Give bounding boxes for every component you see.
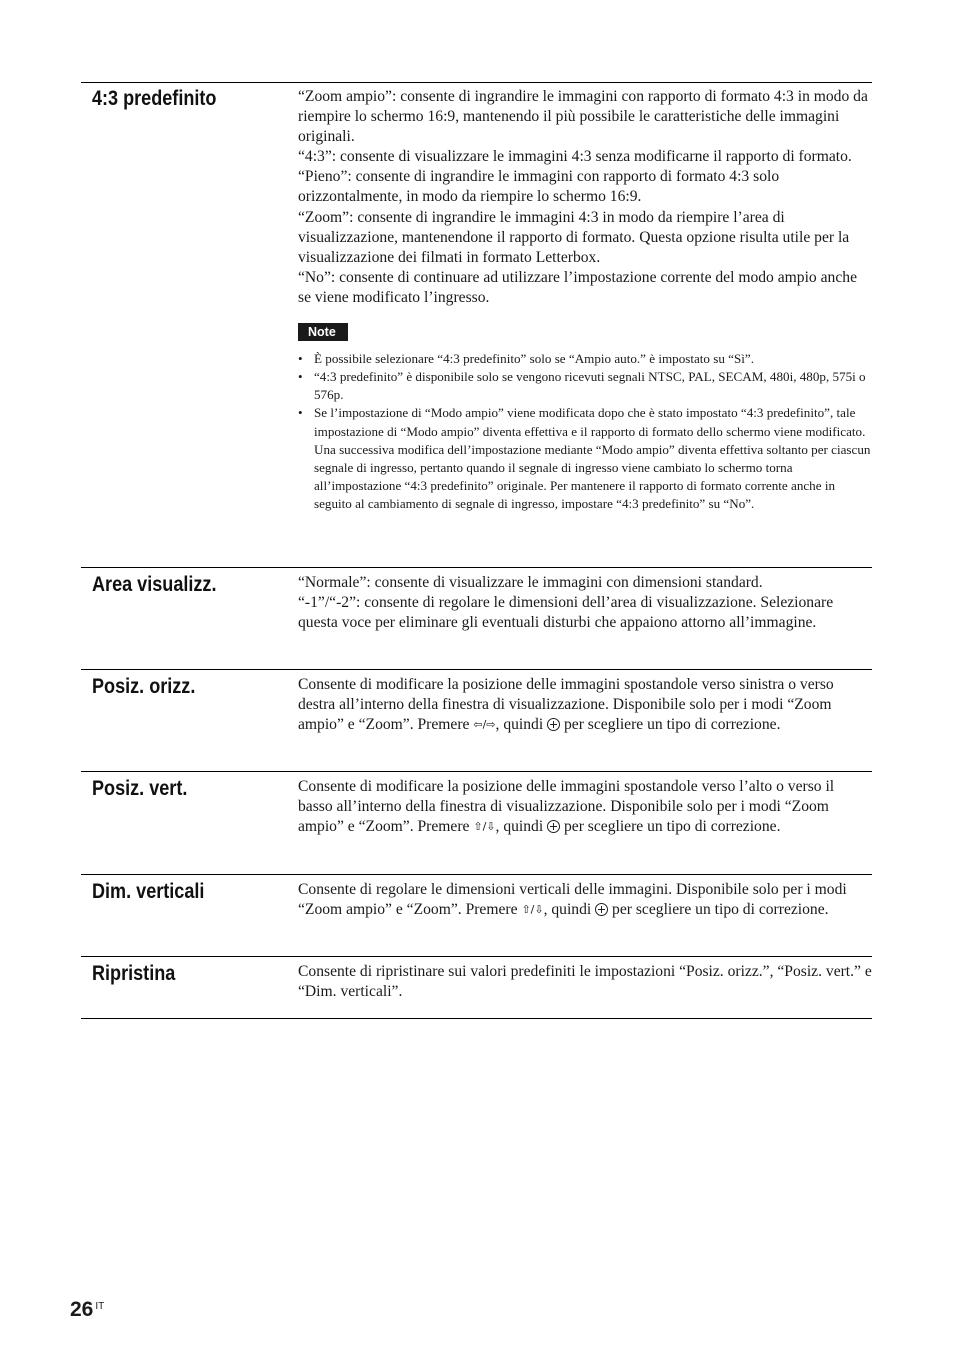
section-description	[298, 777, 872, 837]
note-badge: Note	[298, 323, 348, 341]
divider	[81, 669, 872, 670]
left-right-arrows-icon: ⇦/⇨	[473, 718, 496, 732]
divider	[81, 82, 872, 83]
divider	[81, 956, 872, 957]
section-description	[298, 675, 872, 735]
option-description: “Zoom ampio”: consente di ingrandire le immagini con rapporto di formato 4:3 in modo da riempire lo schermo 16:9, mantenendo il più possibile le caratteristiche delle immagini originali.	[298, 88, 868, 146]
option-description: “-1”/“-2”: consente di regolare le dimensioni dell’area di visualizzazione. Selezionare questa voce per eliminare gli eventuali disturbi che appaiono attorno all’immagine.	[298, 594, 834, 632]
section-term: Ripristina	[92, 962, 176, 985]
divider	[81, 771, 872, 772]
section-description	[298, 962, 872, 1002]
section-description	[298, 573, 872, 633]
instruction-text	[298, 777, 872, 837]
option-description: “Zoom”: consente di ingrandire le immagini 4:3 in modo da riempire l’area di visualizzazione, mantenendone il rapporto di formato. Questa opzione risulta utile per la visualizzazione dei filmati in formato Letterbox.	[298, 208, 850, 266]
section-term: 4:3 predefinito	[92, 87, 217, 110]
instruction-text-end: per scegliere un tipo di correzione.	[563, 716, 781, 734]
instruction-text	[298, 675, 872, 735]
page-language: IT	[95, 1301, 105, 1312]
divider	[81, 1018, 872, 1019]
option-description: “Normale”: consente di visualizzare le immagini con dimensioni standard.	[298, 574, 763, 591]
option-description: “4:3”: consente di visualizzare le immagini 4:3 senza modificarne il rapporto di formato.	[298, 148, 852, 166]
instruction-text-end: per scegliere un tipo di correzione.	[563, 818, 781, 836]
instruction-text-start: Consente di modificare la posizione delle immagini spostandole verso sinistra o verso destra all’interno della finestra di visualizzazione. Disponibile solo per i modi “Zoom ampio” e “Zoom”. Premere	[298, 676, 834, 734]
divider	[81, 874, 872, 875]
instruction-text-start: Consente di modificare la posizione delle immagini spostandole verso l’alto o verso il basso all’interno della finestra di visualizzazione. Disponibile solo per i modi “Zoom ampio” e “Zoom”. Premere	[298, 778, 835, 836]
section-term: Dim. verticali	[92, 880, 205, 903]
page-number: 26	[70, 1298, 94, 1321]
instruction-text-middle: , quindi	[495, 818, 544, 836]
note-item: • Se l’impostazione di “Modo ampio” viene modificata dopo che è stato impostato “4:3 predefinito”, tale impostazione di “Modo ampio” diventa effettiva e il rapporto di formato dello schermo viene modificato. Una successiva modifica dell’impostazione mediante “Modo ampio” diventa effettiva soltanto per ciascun segnale di ingresso, pertanto quando il segnale di ingresso viene cambiato lo schermo torna all’impostazione “4:3 predefinito” originale. Per mantenere il rapporto di formato corrente anche in seguito al cambiamento di segnale di ingresso, impostare “4:3 predefinito” su “No”.	[298, 404, 872, 513]
section-term: Posiz. orizz.	[92, 675, 196, 698]
section-description	[298, 880, 872, 920]
instruction-text	[298, 880, 872, 920]
divider	[81, 567, 872, 568]
option-description: Consente di ripristinare sui valori predefiniti le impostazioni “Posiz. orizz.”, “Posiz. vert.” e “Dim. verticali”.	[298, 963, 872, 1001]
enter-button-icon	[547, 820, 560, 833]
section-term: Posiz. vert.	[92, 777, 188, 800]
note-item: • È possibile selezionare “4:3 predefinito” solo se “Ampio auto.” è impostato su “Sì”.	[298, 350, 872, 368]
section-description	[298, 87, 872, 513]
page-footer	[70, 1297, 104, 1323]
instruction-text-end: per scegliere un tipo di correzione.	[612, 901, 829, 919]
instruction-text-middle: , quindi	[543, 901, 592, 919]
option-description: “Pieno”: consente di ingrandire le immagini con rapporto di formato 4:3 solo orizzontalmente, in modo da riempire lo schermo 16:9.	[298, 168, 780, 206]
enter-button-icon	[547, 718, 560, 731]
instruction-text-middle: , quindi	[495, 716, 544, 734]
enter-button-icon	[595, 903, 608, 916]
note-item: • “4:3 predefinito” è disponibile solo se vengono ricevuti segnali NTSC, PAL, SECAM, 480i, 480p, 575i o 576p.	[298, 368, 872, 404]
up-down-arrows-icon: ⇧/⇩	[521, 903, 544, 917]
instruction-text-start: Consente di regolare le dimensioni verticali delle immagini. Disponibile solo per i modi “Zoom ampio” e “Zoom”. Premere	[298, 881, 847, 919]
note-list	[298, 350, 872, 513]
section-term: Area visualizz.	[92, 573, 217, 596]
option-description: “No”: consente di continuare ad utilizzare l’impostazione corrente del modo ampio anche se viene modificato l’ingresso.	[298, 268, 857, 306]
up-down-arrows-icon: ⇧/⇩	[473, 820, 496, 834]
